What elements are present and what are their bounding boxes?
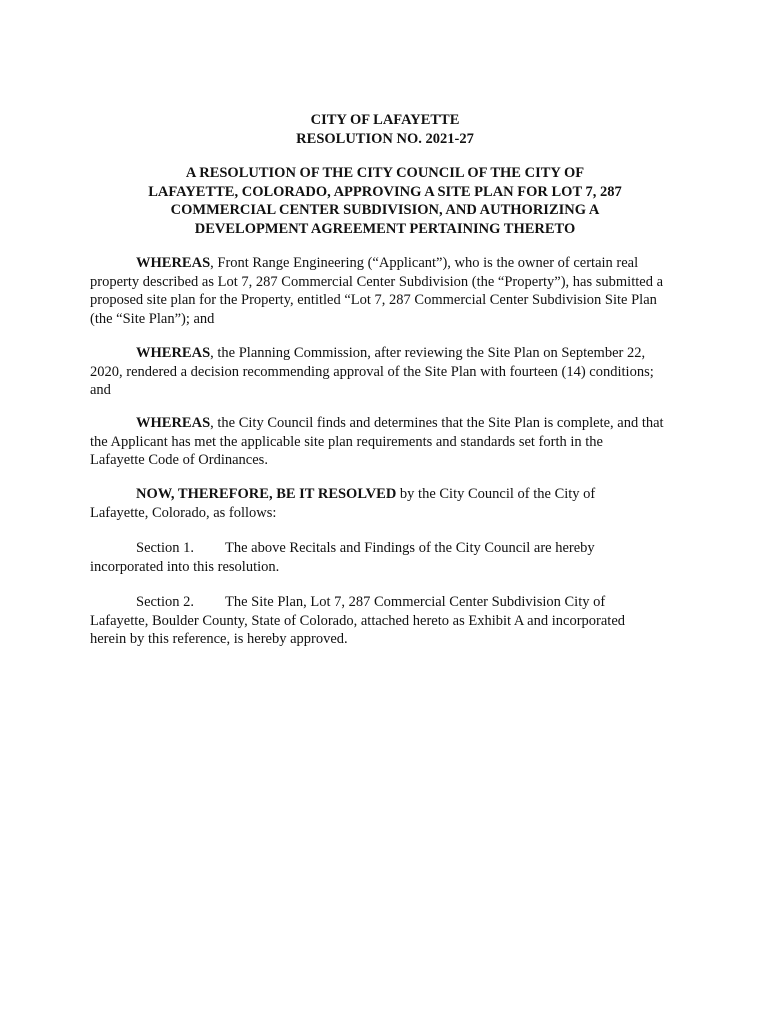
paragraph-line: the Applicant has met the applicable site plan requirements and standards set forth in the bbox=[90, 433, 603, 450]
paragraph-text: The above Recitals and Findings of the City Council are hereby bbox=[225, 540, 595, 556]
paragraph-line: (the “Site Plan”); and bbox=[90, 310, 215, 327]
paragraph-line: 2020, rendered a decision recommending approval of the Site Plan with fourteen (14) conditions; bbox=[90, 363, 654, 380]
whereas-keyword: WHEREAS bbox=[136, 255, 211, 271]
paragraph-line: and bbox=[90, 382, 111, 398]
paragraph-line: herein by this reference, is hereby approved. bbox=[90, 631, 348, 647]
whereas-keyword: WHEREAS bbox=[136, 415, 211, 431]
paragraph-line: proposed site plan for the Property, entitled “Lot 7, 287 Commercial Center Subdivision Site Plan bbox=[90, 292, 657, 308]
title-line: COMMERCIAL CENTER SUBDIVISION, AND AUTHORIZING A bbox=[170, 202, 600, 218]
paragraph-line: Lafayette, Boulder County, State of Colorado, attached hereto as Exhibit A and incorporated bbox=[90, 612, 625, 629]
whereas-paragraph-3 bbox=[90, 414, 684, 470]
paragraph-line: incorporated into this resolution. bbox=[90, 558, 280, 575]
section-2 bbox=[90, 593, 684, 649]
title-line: A RESOLUTION OF THE CITY COUNCIL OF THE CITY OF bbox=[185, 165, 585, 181]
paragraph-text: The Site Plan, Lot 7, 287 Commercial Center Subdivision City of bbox=[225, 594, 606, 610]
city-name: CITY OF LAFAYETTE bbox=[310, 112, 460, 128]
section-label: Section 2. bbox=[136, 594, 194, 610]
paragraph-text: by the City Council of the City of bbox=[396, 486, 596, 502]
whereas-paragraph-1 bbox=[90, 254, 684, 328]
resolution-title bbox=[0, 164, 770, 238]
whereas-paragraph-2 bbox=[90, 344, 684, 400]
paragraph-text: , the Planning Commission, after reviewing the Site Plan on September 22, bbox=[210, 345, 646, 361]
paragraph-text: , Front Range Engineering (“Applicant”), who is the owner of certain real bbox=[210, 255, 639, 271]
paragraph-line bbox=[90, 539, 684, 558]
title-line: DEVELOPMENT AGREEMENT PERTAINING THERETO bbox=[194, 220, 576, 237]
paragraph-line bbox=[90, 593, 684, 612]
paragraph-line bbox=[90, 485, 684, 504]
paragraph-line bbox=[90, 414, 684, 433]
document-header bbox=[0, 111, 770, 149]
paragraph-line: Lafayette Code of Ordinances. bbox=[90, 452, 268, 468]
whereas-keyword: WHEREAS bbox=[136, 345, 211, 361]
section-label: Section 1. bbox=[136, 540, 194, 556]
paragraph-line: property described as Lot 7, 287 Commercial Center Subdivision (the “Property”), has submitted a bbox=[90, 273, 664, 290]
resolved-keyword: NOW, THEREFORE, BE IT RESOLVED bbox=[136, 486, 397, 502]
title-line: LAFAYETTE, COLORADO, APPROVING A SITE PLAN FOR LOT 7, 287 bbox=[148, 183, 622, 200]
paragraph-line bbox=[90, 344, 684, 363]
resolved-paragraph bbox=[90, 485, 684, 522]
paragraph-line: Lafayette, Colorado, as follows: bbox=[90, 504, 277, 521]
resolution-number: RESOLUTION NO. 2021-27 bbox=[296, 131, 474, 147]
section-1 bbox=[90, 539, 684, 576]
paragraph-text: , the City Council finds and determines that the Site Plan is complete, and that bbox=[210, 415, 664, 431]
paragraph-line bbox=[90, 254, 684, 273]
